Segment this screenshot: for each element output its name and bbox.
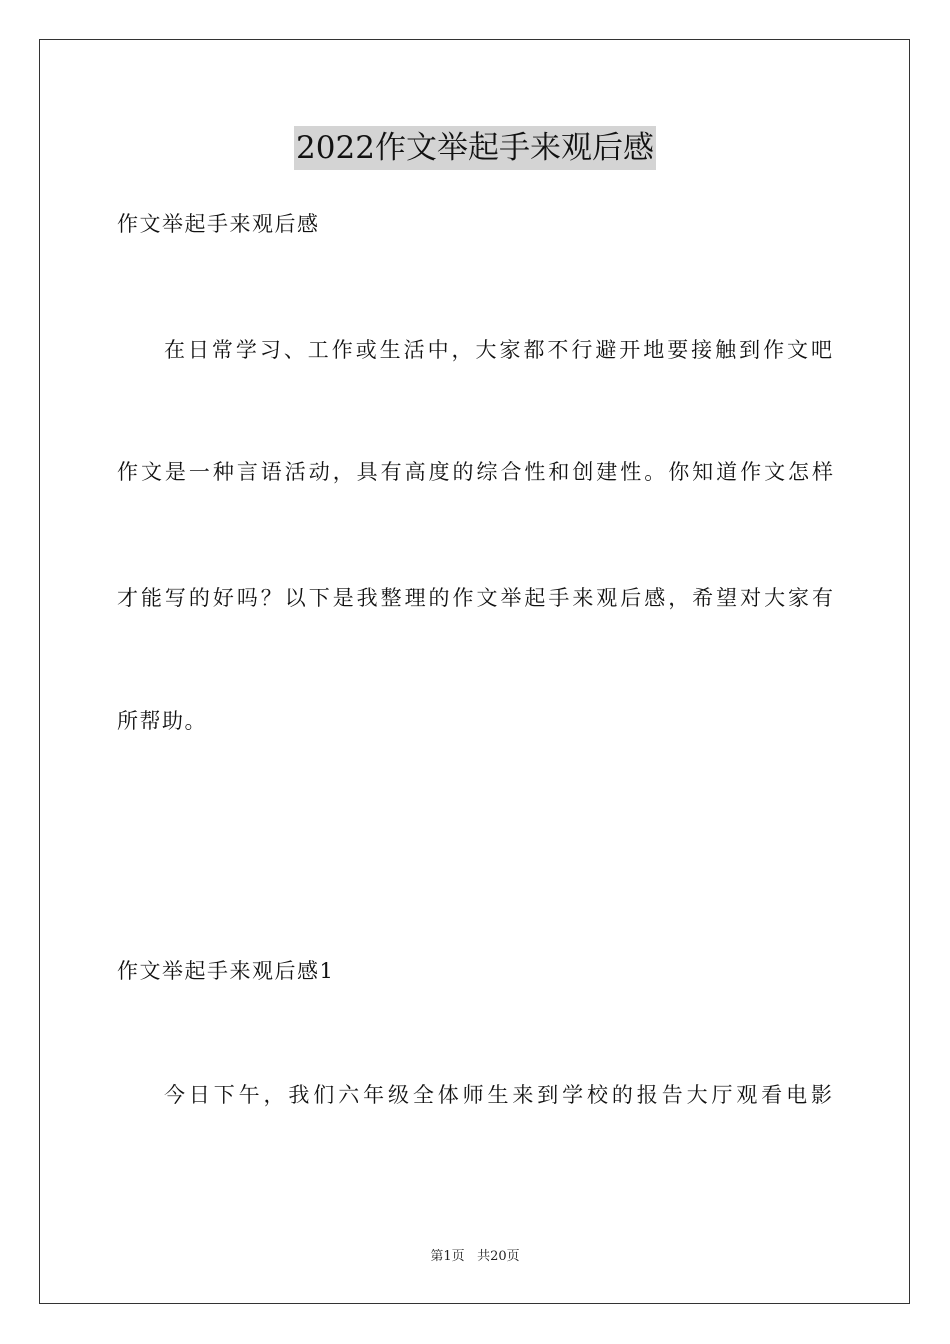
document-subtitle: 作文举起手来观后感: [117, 212, 320, 236]
document-title: 2022作文举起手来观后感: [294, 126, 656, 170]
intro-line-1: 在日常学习、工作或生活中，大家都不行避开地要接触到作文吧: [164, 338, 832, 362]
intro-line-2: 作文是一种言语活动，具有高度的综合性和创建性。你知道作文怎样: [117, 460, 833, 484]
section-first-line: 今日下午，我们六年级全体师生来到学校的报告大厅观看电影: [164, 1083, 832, 1107]
intro-line-4: 所帮助。: [117, 709, 207, 733]
title-container: [0, 126, 950, 170]
section-heading: 作文举起手来观后感1: [117, 959, 335, 983]
page-number: 第1页: [430, 1249, 465, 1264]
page-total: 共20页: [477, 1249, 520, 1264]
intro-line-3: 才能写的好吗？以下是我整理的作文举起手来观后感，希望对大家有: [117, 586, 833, 610]
page-footer: [0, 1248, 950, 1266]
